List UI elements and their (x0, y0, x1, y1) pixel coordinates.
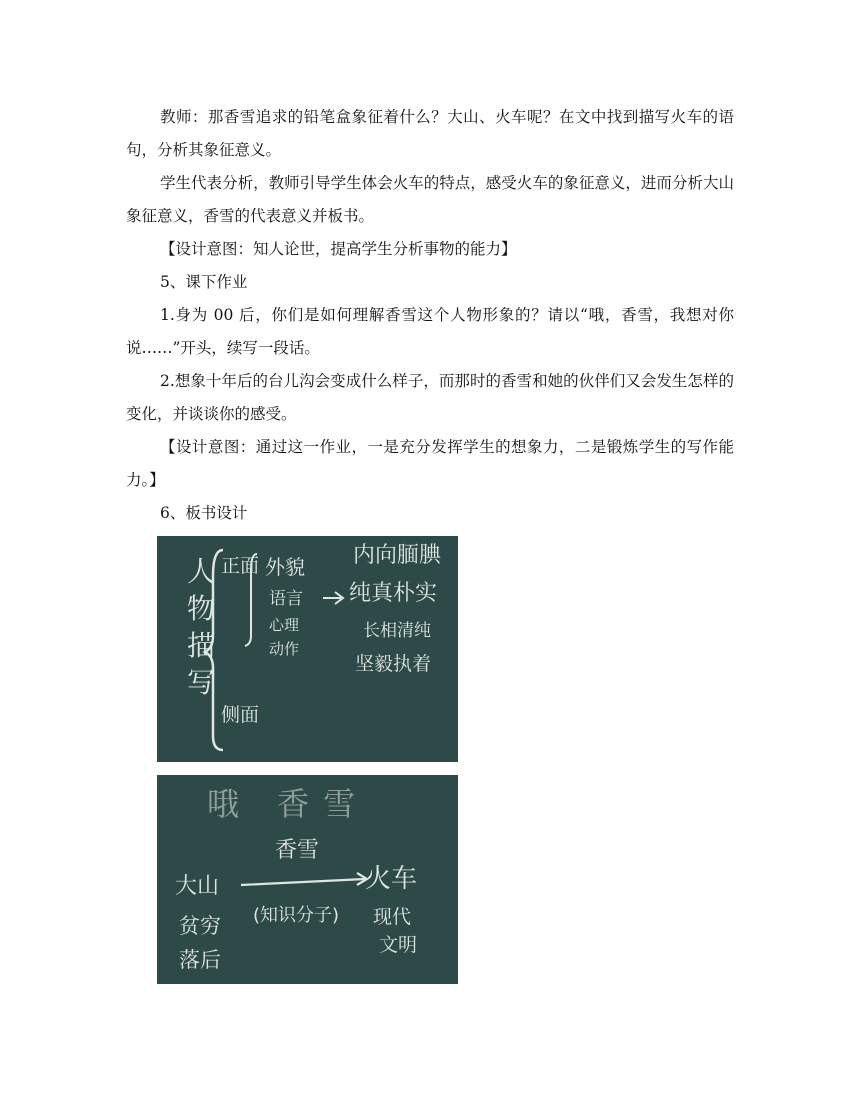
board1-title-char-1: 人 (187, 555, 216, 588)
blackboard-drawing (157, 536, 458, 762)
board1-aspect-appearance: 外貌 (265, 555, 305, 579)
board1-aspect-psychology: 心理 (269, 616, 300, 634)
blackboard-drawing-2 (157, 775, 458, 984)
section-heading-board-design: 6、板书设计 (160, 504, 248, 522)
section-heading-homework: 5、课下作业 (160, 273, 248, 291)
paragraph-design-intent-2: 【设计意图：通过这一作业，一是充分发挥学生的想象力，二是锻炼学生的写作能力。】 (126, 438, 734, 489)
blackboard-photo-character-description (157, 536, 458, 762)
board2-poor-label: 贫穷 (179, 914, 221, 938)
board2-train-label: 火车 (365, 864, 418, 894)
board2-modern-label: 现代 (373, 906, 412, 928)
board1-branch-side: 侧面 (221, 704, 260, 726)
board2-arrow-icon (241, 873, 367, 885)
blackboard-photo-xiangxue-symbols (157, 775, 458, 984)
board1-aspect-action: 动作 (269, 640, 300, 658)
board1-title-char-2: 物 (187, 592, 216, 625)
board1-trait-3: 长相清纯 (363, 621, 431, 641)
homework-item-1: 1.身为 00 后，你们是如何理解香雪这个人物形象的？请以“哦，香雪，我想对你说……”开头，续写一段话。 (126, 306, 734, 357)
paragraph-student-analysis: 学生代表分析，教师引导学生体会火车的特点，感受火车的象征意义，进而分析大山象征意义，香雪的代表意义并板书。 (126, 174, 734, 225)
board2-backward-label: 落后 (179, 948, 221, 972)
board2-title: 哦 香雪 (207, 785, 370, 823)
board1-trait-2: 纯真朴实 (349, 581, 438, 606)
board2-mountain-label: 大山 (175, 874, 220, 899)
board1-title-char-4: 写 (187, 666, 216, 699)
board1-title-char-3: 描 (187, 629, 216, 662)
board1-trait-4: 坚毅执着 (355, 653, 432, 675)
homework-item-2: 2.想象十年后的台儿沟会变成什么样子，而那时的香雪和她的伙伴们又会发生怎样的变化，并谈谈你的感受。 (126, 372, 734, 423)
board1-trait-1: 内向腼腆 (353, 543, 442, 568)
board2-civilization-label: 文明 (379, 934, 418, 956)
board2-center-label: 香雪 (275, 838, 320, 863)
paragraph-teacher-question: 教师：那香雪追求的铅笔盒象征着什么？大山、火车呢？在文中找到描写火车的语句，分析其象征意义。 (126, 108, 734, 159)
board2-arrow-caption: (知识分子) (253, 905, 340, 926)
board1-aspect-language: 语言 (269, 589, 303, 609)
board1-arrow-icon (323, 592, 343, 604)
board1-branch-front: 正面 (221, 555, 260, 577)
paragraph-design-intent-1: 【设计意图：知人论世，提高学生分析事物的能力】 (160, 240, 517, 258)
